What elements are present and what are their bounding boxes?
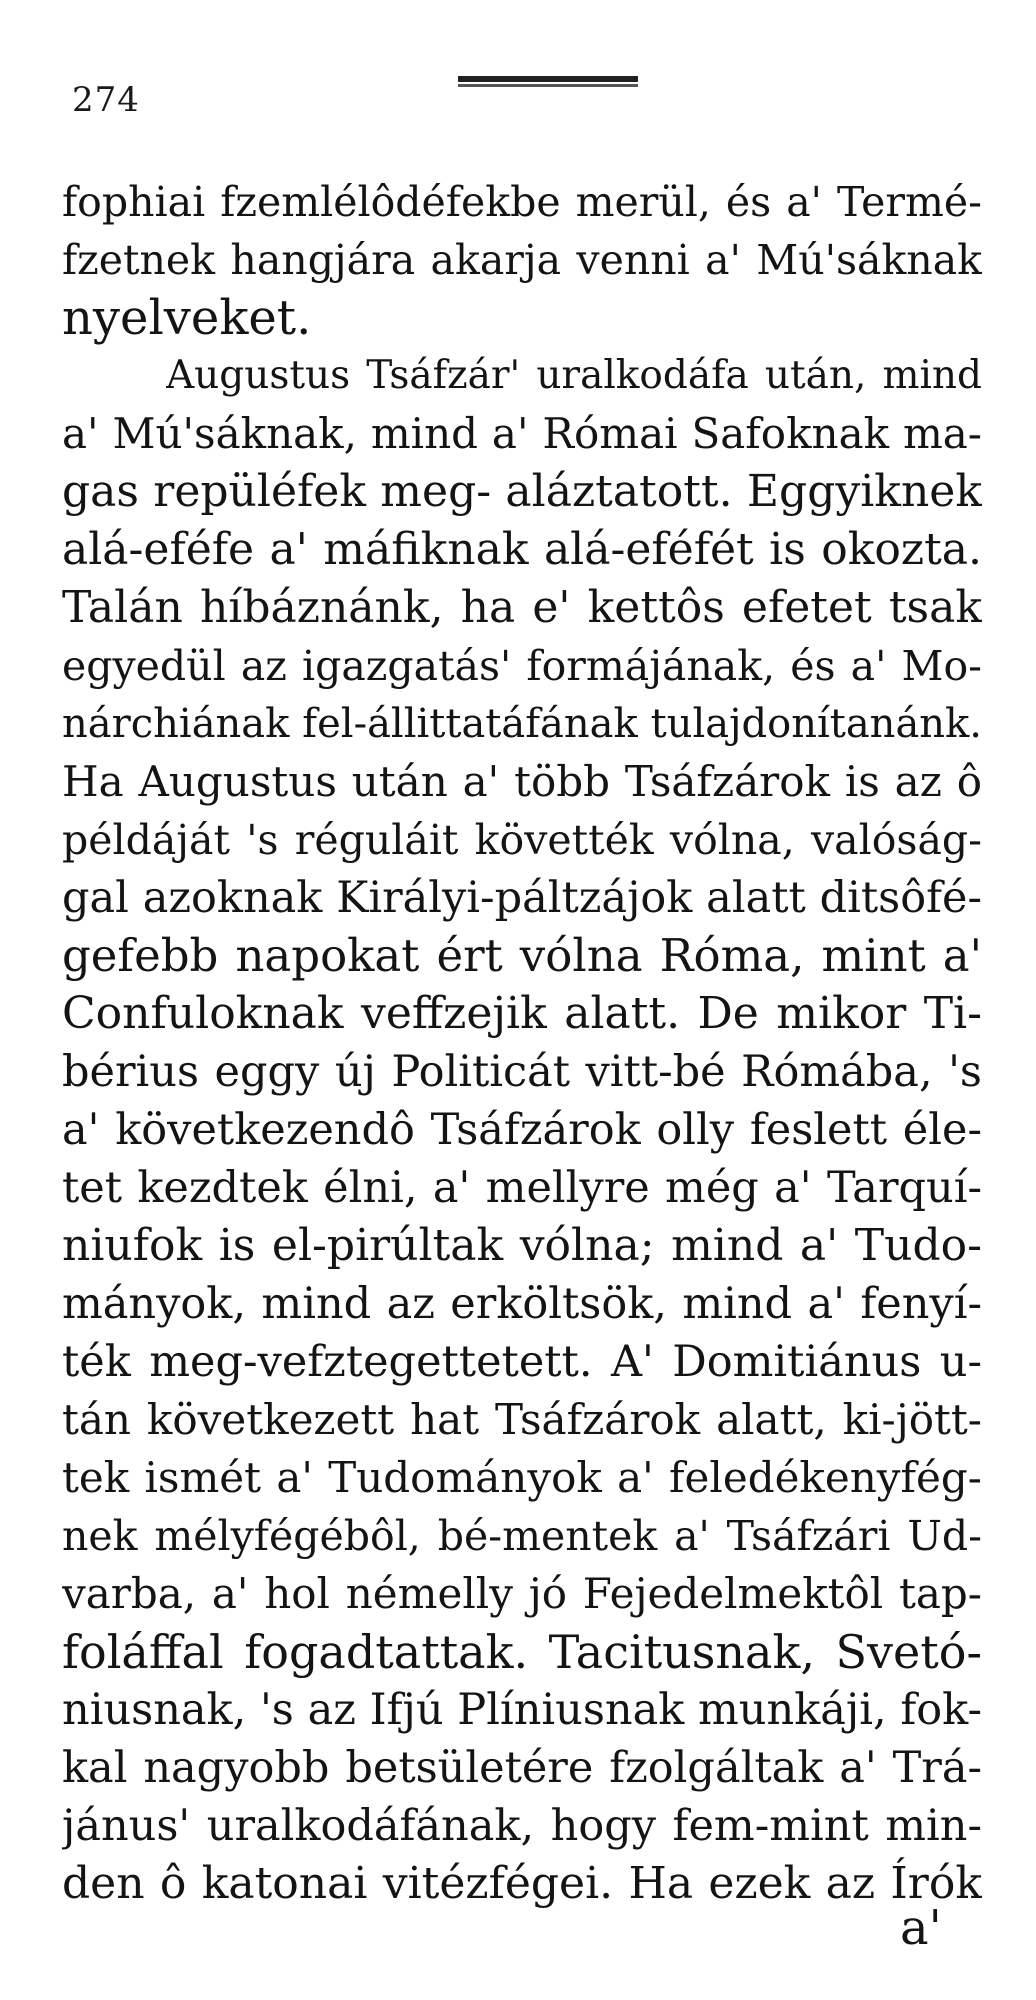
text-line: nek mélyfégébôl, bé-mentek a' Tsáfzári Ud- <box>62 1512 982 1560</box>
text-line: kal nagyobb betsületére fzolgáltak a' Trá- <box>62 1743 982 1793</box>
text-line: Confuloknak veffzejik alatt. De mikor Ti- <box>62 988 982 1039</box>
text-line: gas repüléfek meg- aláztatott. Eggyiknek <box>62 466 982 517</box>
page-number: 274 <box>72 80 140 120</box>
text-line: foláffal fogadtattak. Tacitusnak, Svetó- <box>62 1625 982 1679</box>
text-line: nárchiának fel-állittatáfának tulajdonítanánk. <box>62 701 982 747</box>
text-line: niusnak, 's az Ifjú Plíniusnak munkáji, fok- <box>62 1685 982 1735</box>
text-line: niufok is el-pirúltak vólna; mind a' Tudo- <box>62 1220 982 1271</box>
text-line: fzetnek hangjára akarja venni a' Mú'sáknak <box>62 236 982 284</box>
header-rule <box>458 76 638 87</box>
text-line: nyelveket. <box>62 290 312 346</box>
text-line: tet kezdtek élni, a' mellyre még a' Tarquí- <box>62 1163 982 1213</box>
text-line: Augustus Tsáfzár' uralkodáfa után, mind <box>166 353 982 398</box>
text-line: ték meg-vefztegettetett. A' Domitiánus u- <box>62 1337 982 1387</box>
text-line: gal azoknak Királyi-páltzájok alatt ditsôfé- <box>62 873 982 923</box>
text-line: gefebb napokat ért vólna Róma, mint a' <box>62 929 982 982</box>
catchword: a' <box>900 1900 942 1956</box>
text-line: mányok, mind az erköltsök, mind a' fenyí- <box>62 1279 982 1329</box>
text-line: egyedül az igazgatás' formájának, és a' Mo- <box>62 642 982 690</box>
text-line: den ô katonai vitézfégei. Ha ezek az Írók <box>62 1858 982 1909</box>
text-line: bérius eggy új Politicát vitt-bé Rómába, 's <box>62 1047 982 1097</box>
text-line: tek ismét a' Tudományok a' feledékenyfég- <box>62 1453 982 1502</box>
text-line: varba, a' hol némelly jó Fejedelmektôl tap- <box>62 1569 982 1618</box>
text-line: Ha Augustus után a' több Tsáfzárok is az ô <box>62 757 982 806</box>
text-line: példáját 's réguláit követték vólna, valóság- <box>62 816 982 864</box>
text-line: alá-eféfe a' máfiknak alá-eféfét is okozta. <box>62 524 982 575</box>
text-line: fophiai fzemlélôdéfekbe merül, és a' Termé- <box>62 178 982 226</box>
text-line: tán következett hat Tsáfzárok alatt, ki-jött- <box>62 1395 982 1444</box>
text-line: a' Mú'sáknak, mind a' Római Safoknak ma- <box>62 409 982 458</box>
text-line: jánus' uralkodáfának, hogy fem-mint min- <box>62 1801 982 1851</box>
text-line: a' következendô Tsáfzárok olly feslett éle- <box>62 1105 982 1155</box>
text-line: Talán híbáznánk, ha e' kettôs efetet tsak <box>62 582 982 633</box>
